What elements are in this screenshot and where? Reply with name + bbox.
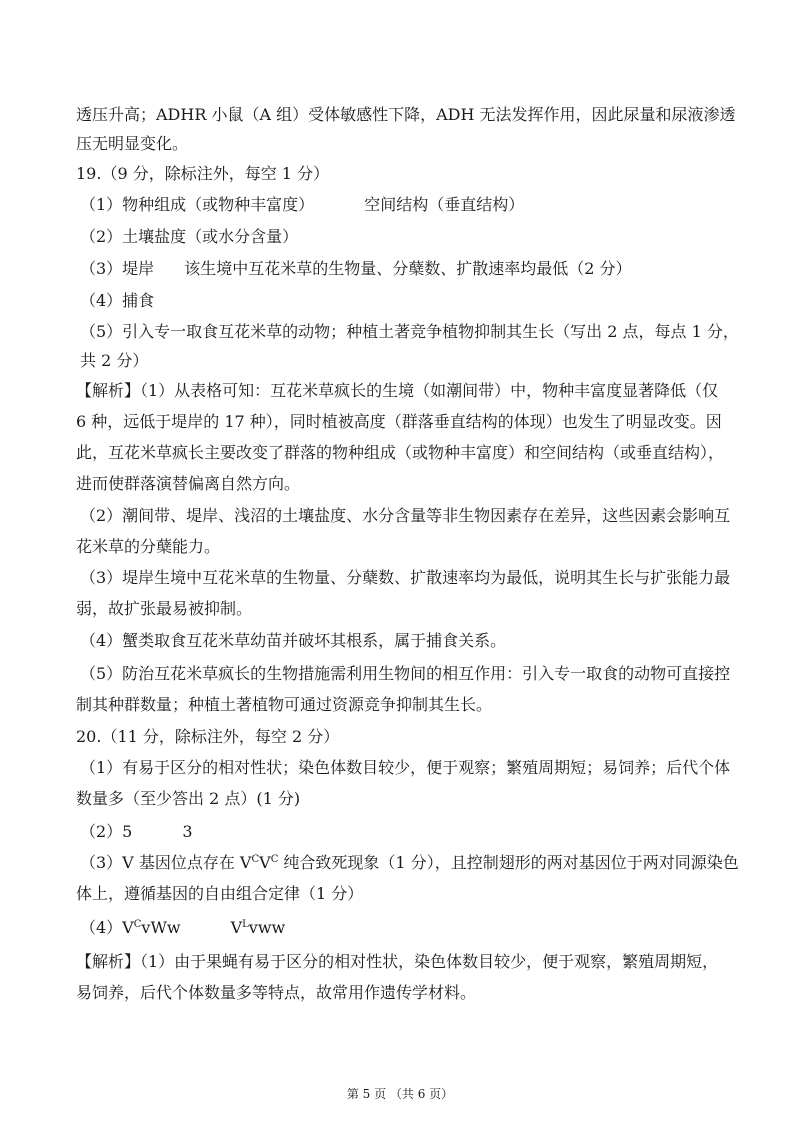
text-line: 易饲养，后代个体数量多等特点，故常用作遗传学材料。 <box>76 983 477 1002</box>
question-19-header: 19.（9 分，除标注外，每空 1 分） <box>76 164 330 183</box>
superscript: C <box>270 854 279 865</box>
answer-text: （1）物种组成（或物种丰富度） <box>80 195 315 214</box>
text-line: 共 2 分） <box>80 351 149 370</box>
question-20-header: 20.（11 分，除标注外，每空 2 分） <box>76 727 340 746</box>
answer-text: （3）堤岸 <box>80 259 155 278</box>
text-line: 数量多（至少答出 2 点）(1 分) <box>76 789 301 808</box>
text-line: 6 种，远低于堤岸的 17 种），同时植被高度（群落垂直结构的体现）也发生了明显改变。因 <box>76 412 722 431</box>
text-line: 制其种群数量；种植土著植物可通过资源竞争抑制其生长。 <box>76 695 493 714</box>
answer-20-3 <box>80 852 739 874</box>
analysis-20-1: 【解析】（1）由于果蝇有易于区分的相对性状，染色体数目较少，便于观察，繁殖周期短， <box>76 952 719 971</box>
analysis-19-2: （2）潮间带、堤岸、浅沼的土壤盐度、水分含量等非生物因素存在差异，这些因素会影响互 <box>80 506 731 525</box>
analysis-19-3: （3）堤岸生境中互花米草的生物量、分蘖数、扩散速率均为最低，说明其生长与扩张能力最 <box>80 568 731 587</box>
text-line: 此，互花米草疯长主要改变了群落的物种组成（或物种丰富度）和空间结构（或垂直结构）， <box>76 443 725 462</box>
analysis-19-4: （4）蟹类取食互花米草幼苗并破坏其根系，属于捕食关系。 <box>80 631 507 650</box>
answer-20-2 <box>80 821 193 843</box>
answer-text: （2）5 <box>80 822 133 841</box>
text-line: 弱，故扩张最易被抑制。 <box>76 599 253 618</box>
text-line: 透压升高；ADHR 小鼠（A 组）受体敏感性下降，ADH 无法发挥作用，因此尿量和尿液渗透 <box>76 105 736 124</box>
analysis-19-5: （5）防治互花米草疯长的生物措施需利用生物间的相互作用：引入专一取食的动物可直接控 <box>80 664 731 683</box>
answer-19-2: （2）土壤盐度（或水分含量） <box>80 227 299 246</box>
superscript: L <box>242 919 249 930</box>
answer-19-4: （4）捕食 <box>80 291 155 310</box>
superscript: C <box>133 919 142 930</box>
answer-text: （4）V <box>80 918 134 937</box>
superscript: C <box>251 854 260 865</box>
answer-text: 空间结构（垂直结构） <box>364 195 525 214</box>
answer-19-1 <box>80 194 524 216</box>
answer-text: vWw <box>141 918 181 937</box>
answer-text: 3 <box>182 822 193 841</box>
text-line: 体上，遵循基因的自由组合定律（1 分） <box>76 884 364 903</box>
answer-text: V <box>259 853 271 872</box>
answer-text: V <box>230 918 243 937</box>
text-line: 压无明显变化。 <box>76 134 189 153</box>
answer-20-1: （1）有易于区分的相对性状；染色体数目较少，便于观察；繁殖周期短；易饲养；后代个体 <box>80 758 731 777</box>
answer-19-5: （5）引入专一取食互花米草的动物；种植土著竞争植物抑制其生长（写出 2 点，每点 1 分， <box>80 322 739 341</box>
answer-text: （3）V 基因位点存在 V <box>80 853 252 872</box>
answer-text: vww <box>248 918 286 937</box>
answer-19-3 <box>80 258 631 280</box>
analysis-19-1: 【解析】（1）从表格可知：互花米草疯长的生境（如潮间带）中，物种丰富度显著降低（仅 <box>76 381 719 400</box>
answer-text: 纯合致死现象（1 分），且控制翅形的两对基因位于两对同源染色 <box>278 853 739 872</box>
text-line: 花米草的分蘖能力。 <box>76 537 221 556</box>
page-footer: 第 5 页 （共 6 页） <box>346 1087 454 1101</box>
answer-text: 该生境中互花米草的生物量、分蘖数、扩散速率均最低（2 分） <box>184 259 632 278</box>
text-line: 进而使群落演替偏离自然方向。 <box>76 474 301 493</box>
answer-20-4 <box>80 917 285 939</box>
